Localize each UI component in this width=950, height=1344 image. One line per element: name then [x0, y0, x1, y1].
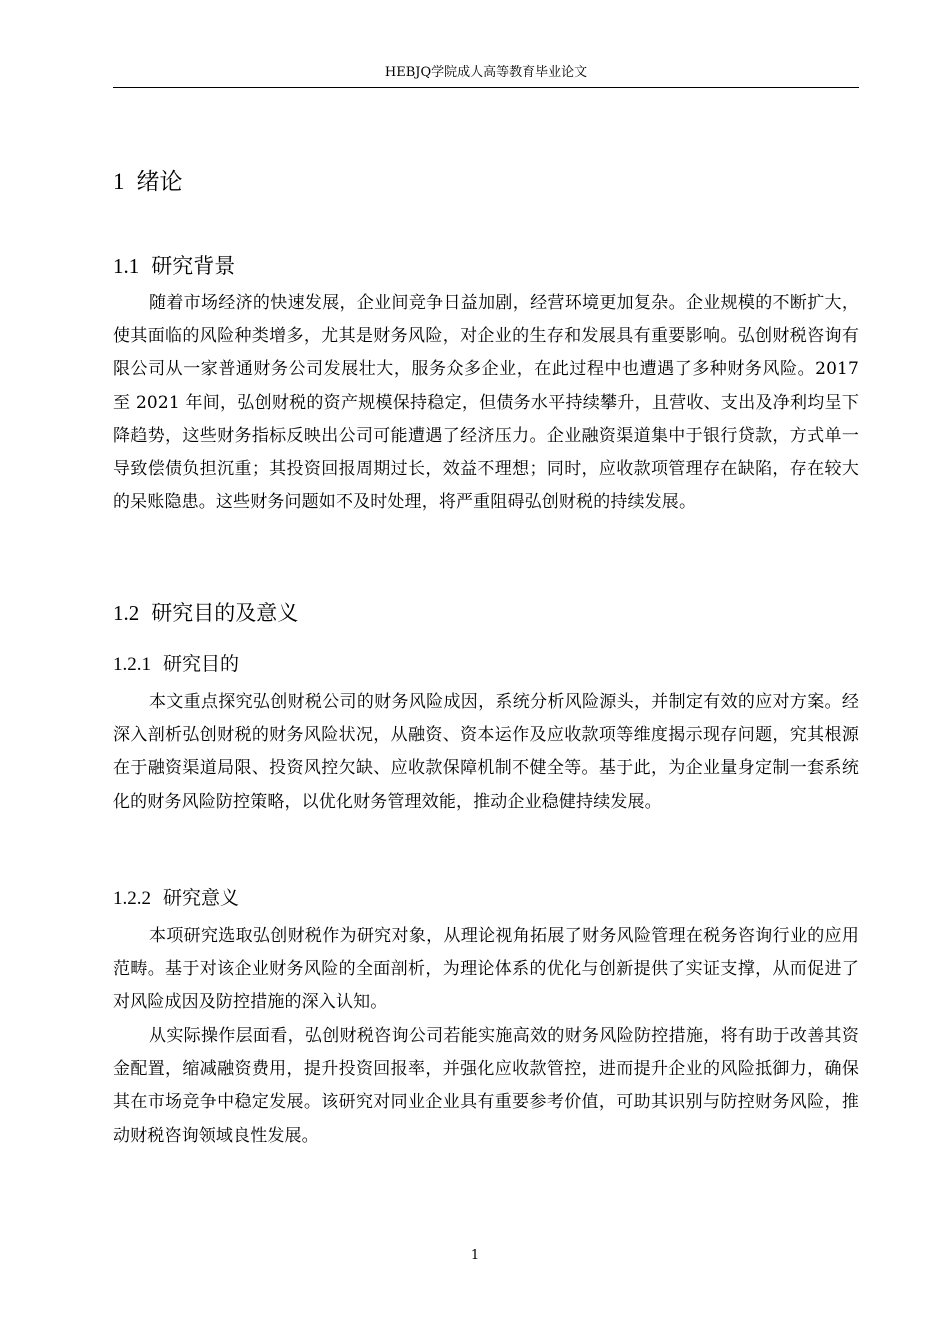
section-title: 研究背景 — [151, 254, 236, 278]
page-number: 1 — [470, 1248, 480, 1263]
subsection-number: 1.2.2 — [113, 888, 151, 909]
paragraph-background: 随着市场经济的快速发展，企业间竞争日益加剧，经营环境更加复杂。企业规模的不断扩大，使其面临的风险种类增多，尤其是财务风险，对企业的生存和发展具有重要影响。弘创财税咨询有限公司从一家普通财务公司发展壮大，服务众多企业，在此过程中也遭遇了多种财务风险。2017 至 2021 年间，弘创财税的资产规模保持稳定，但债务水平持续攀升，且营收、支出及净利均呈下降趋势，这些财务指标反映出公司可能遭遇了经济压力。企业融资渠道集中于银行贷款，方式单一导致偿债负担沉重；其投资回报周期过长，效益不理想；同时，应收款项管理存在缺陷，存在较大的呆账隐患。这些财务问题如不及时处理，将严重阻碍弘创财税的持续发展。 — [113, 293, 859, 513]
paragraph-significance-practice: 从实际操作层面看，弘创财税咨询公司若能实施高效的财务风险防控措施，将有助于改善其资金配置，缩减融资费用，提升投资回报率，并强化应收款管控，进而提升企业的风险抵御力，确保其在市场竞争中稳定发展。该研究对同业企业具有重要参考价值，可助其识别与防控财务风险，推动财税咨询领域良性发展。 — [113, 1026, 859, 1146]
section-number: 1.1 — [113, 254, 140, 278]
subsection-number: 1.2.1 — [113, 654, 151, 675]
subsection-heading-1-2-2 — [113, 883, 239, 910]
subsection-heading-1-2-1 — [113, 649, 239, 676]
section-number: 1.2 — [113, 601, 140, 625]
section-heading-1-1 — [113, 250, 235, 280]
chapter-number: 1 — [113, 169, 125, 194]
header-rule — [113, 87, 859, 88]
subsection-title: 研究意义 — [163, 887, 240, 909]
paragraph-purpose: 本文重点探究弘创财税公司的财务风险成因，系统分析风险源头，并制定有效的应对方案。经深入剖析弘创财税的财务风险状况，从融资、资本运作及应收款项等维度揭示现存问题，究其根源在于融资渠道局限、投资风控欠缺、应收款保障机制不健全等。基于此，为企业量身定制一套系统化的财务风险防控策略，以优化财务管理效能，推动企业稳健持续发展。 — [113, 692, 859, 812]
section-title: 研究目的及意义 — [151, 601, 299, 625]
subsection-title: 研究目的 — [163, 653, 240, 675]
running-header: HEBJQ学院成人高等教育毕业论文 — [384, 65, 588, 80]
section-heading-1-2 — [113, 597, 298, 627]
chapter-title: 绪论 — [136, 169, 183, 195]
chapter-heading — [113, 163, 183, 196]
paragraph-significance-theory: 本项研究选取弘创财税作为研究对象，从理论视角拓展了财务风险管理在税务咨询行业的应用范畴。基于对该企业财务风险的全面剖析，为理论体系的优化与创新提供了实证支撑，从而促进了对风险成因及防控措施的深入认知。 — [113, 926, 859, 1013]
